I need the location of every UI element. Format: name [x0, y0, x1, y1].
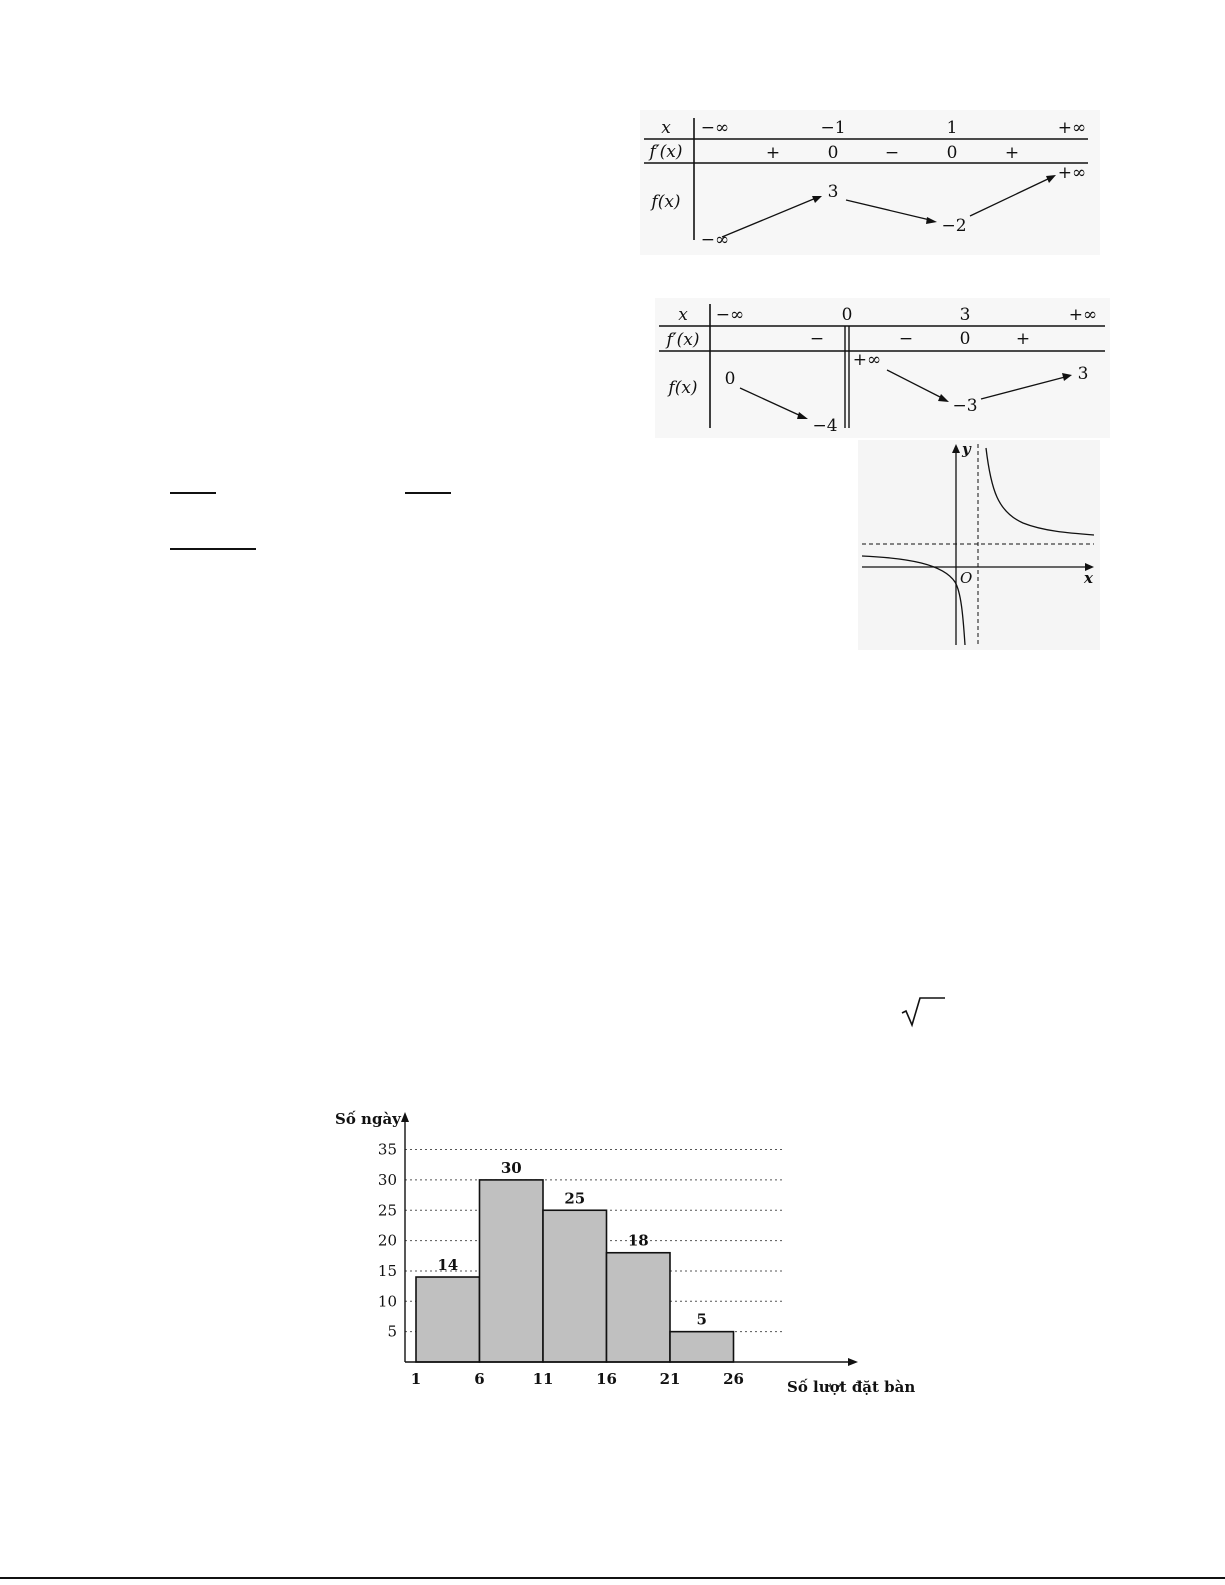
y-tick-label: 10 [377, 1292, 397, 1311]
table2-x-0: 0 [841, 305, 853, 325]
histogram-bar [416, 1277, 480, 1362]
hyperbola-graph [858, 440, 1100, 650]
radical-sign [900, 995, 946, 1029]
table2-f-minus3: −3 [952, 396, 978, 416]
table2-header-x: x [678, 305, 688, 325]
table1-f-3: 3 [827, 182, 839, 202]
histogram-chart [330, 1102, 920, 1402]
table2-fp-sign-3: + [1015, 329, 1031, 349]
table2-x-3: 3 [959, 305, 971, 325]
fraction-bar-3 [170, 548, 256, 550]
histogram-bar [607, 1253, 671, 1362]
histogram-bar [670, 1332, 734, 1362]
table1-f-minus2: −2 [941, 216, 967, 236]
graph-origin-label: O [960, 569, 973, 587]
fraction-bar-2 [405, 492, 451, 494]
variation-table-2 [655, 298, 1110, 438]
fraction-bar-1 [170, 492, 216, 494]
table1-header-f: f(x) [651, 192, 681, 212]
table2-x-pos-inf: +∞ [1068, 305, 1098, 325]
table1-fp-zero-2: 0 [946, 143, 958, 163]
table1-fp-zero-1: 0 [827, 143, 839, 163]
x-tick-label: 1 [410, 1370, 422, 1388]
table2-fp-sign-2: − [898, 329, 914, 349]
table1-x-pos-inf: +∞ [1057, 118, 1087, 138]
table1-x-neg-inf: −∞ [700, 118, 730, 138]
y-tick-label: 35 [377, 1140, 397, 1159]
table1-x-1: 1 [946, 118, 958, 138]
y-tick-label: 25 [377, 1201, 397, 1220]
x-tick-label: 6 [474, 1370, 485, 1388]
graph-x-label: x [1084, 569, 1093, 587]
bar-data-label: 30 [500, 1158, 522, 1177]
table2-f-3: 3 [1077, 364, 1089, 384]
y-tick-label: 30 [377, 1170, 397, 1189]
bar-data-label: 14 [437, 1256, 459, 1275]
bar-data-label: 25 [564, 1189, 586, 1208]
table1-x-minus1: −1 [820, 118, 846, 138]
y-tick-label: 5 [387, 1322, 397, 1341]
table2-x-neg-inf: −∞ [715, 305, 745, 325]
table1-f-pos-inf: +∞ [1057, 163, 1087, 183]
table1-f-neg-inf: −∞ [700, 230, 730, 250]
table2-header-f: f(x) [668, 378, 698, 398]
table1-fp-sign-3: + [1004, 143, 1020, 163]
histogram-bar [480, 1180, 544, 1362]
x-tick-label: 11 [532, 1370, 554, 1388]
y-tick-label: 20 [377, 1231, 397, 1250]
table2-f-minus4: −4 [812, 416, 838, 436]
table2-f-pos-inf: +∞ [852, 350, 882, 370]
table2-header-fprime: f′(x) [666, 330, 700, 350]
table1-fp-sign-2: − [884, 143, 900, 163]
table2-fp-zero: 0 [959, 329, 971, 349]
x-tick-label: 16 [596, 1370, 617, 1388]
table1-header-x: x [661, 118, 671, 138]
table1-header-fprime: f′(x) [649, 142, 683, 162]
y-tick-label: 15 [377, 1261, 397, 1280]
table1-fp-sign-1: + [765, 143, 781, 163]
variation-table-1 [640, 110, 1100, 255]
bar-data-label: 18 [627, 1231, 649, 1250]
histogram-y-axis-title: Số ngày [335, 1110, 401, 1128]
page-bottom-rule [0, 1577, 1225, 1579]
graph-y-label: y [962, 440, 971, 458]
histogram-bar [543, 1210, 607, 1362]
x-tick-label: 21 [659, 1370, 681, 1388]
table2-f-0: 0 [724, 369, 736, 389]
table2-fp-sign-1: − [809, 329, 825, 349]
bar-data-label: 5 [696, 1310, 707, 1329]
x-tick-label: 26 [723, 1370, 744, 1388]
histogram-x-axis-title: Số lượt đặt bàn [787, 1378, 916, 1396]
